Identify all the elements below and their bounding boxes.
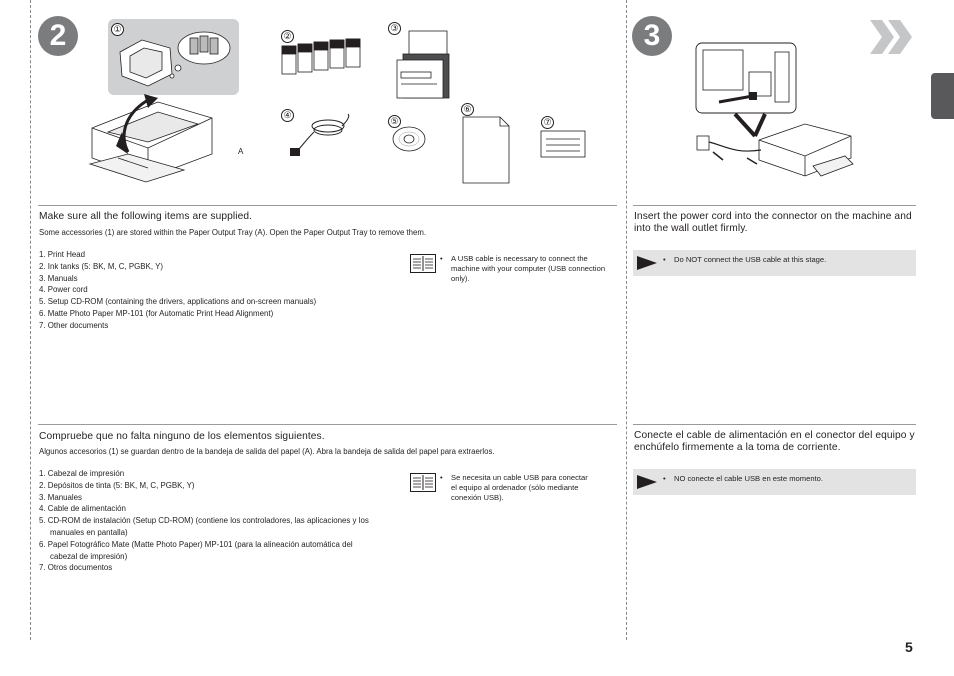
rule-es-left xyxy=(38,424,617,425)
ink-tanks-icon xyxy=(280,38,364,78)
note-book-icon xyxy=(410,473,436,492)
matte-photo-paper-icon xyxy=(462,116,510,184)
power-cord-connection-illustration xyxy=(695,42,855,182)
en-sub-text: Some accessories (1) are stored within the Paper Output Tray (A). Open the Paper Output Tray to remove them. xyxy=(39,228,426,237)
power-cord-icon xyxy=(288,112,354,160)
en-note-text: A USB cable is necessary to connect the machine with your computer (USB connection only). xyxy=(451,254,606,283)
list-item: 1. Print Head xyxy=(39,250,86,259)
callout-6: ⑥ xyxy=(461,103,474,116)
list-item: 6. Papel Fotográfico Mate (Matte Photo Paper) MP-101 (para la alineación automática del cabezal de impresión) xyxy=(39,539,353,561)
center-dashed-guide xyxy=(626,0,627,640)
callout-7: ⑦ xyxy=(541,116,554,129)
en-warning-text: Do NOT connect the USB cable at this stage. xyxy=(674,255,827,264)
callout-a: A xyxy=(238,147,244,156)
es-warning-box xyxy=(633,469,916,495)
manuals-icon xyxy=(393,30,453,100)
step-2-number: 2 xyxy=(38,16,78,56)
en-note-bullet: • xyxy=(440,254,443,263)
es-warning-text: NO conecte el cable USB en este momento. xyxy=(674,474,823,483)
list-item: 7. Other documents xyxy=(39,320,109,330)
section-tab xyxy=(931,73,954,119)
warning-triangle-icon xyxy=(637,475,657,489)
en-power-lead-text: Insert the power cord into the connector on the machine and into the wall outlet firmly. xyxy=(634,211,912,235)
left-dashed-guide xyxy=(30,0,31,640)
en-warning-bullet: • xyxy=(663,255,666,264)
list-item: 3. Manuales xyxy=(39,492,82,502)
note-book-icon xyxy=(410,254,436,273)
list-item: 4. Cable de alimentación xyxy=(39,504,126,514)
setup-cd-rom-icon xyxy=(391,124,427,154)
es-note-text: Se necesita un cable USB para conectar el equipo al ordenador (sólo mediante conexión USB). xyxy=(451,473,588,502)
warning-triangle-icon xyxy=(637,256,657,270)
en-lead-text: Make sure all the following items are supplied. xyxy=(39,211,253,222)
es-lead-text: Compruebe que no falta ninguno de los elementos siguientes. xyxy=(39,431,325,442)
list-item: 1. Cabezal de impresión xyxy=(39,469,125,478)
step-3-number: 3 xyxy=(632,16,672,56)
list-item: 3. Manuals xyxy=(39,273,78,283)
en-item-list xyxy=(39,249,399,332)
callout-1: ① xyxy=(111,23,124,36)
rule-en-left xyxy=(38,205,617,206)
list-item: 5. Setup CD-ROM (containing the drivers, applications and on-screen manuals) xyxy=(39,297,317,307)
callout-2: ② xyxy=(281,30,294,43)
list-item: 2. Depósitos de tinta (5: BK, M, C, PGBK, Y) xyxy=(39,480,195,490)
es-note-bullet: • xyxy=(440,473,443,482)
list-item: 4. Power cord xyxy=(39,285,88,295)
print-head-package-icon xyxy=(112,30,236,92)
es-item-list xyxy=(39,468,369,574)
list-item: 2. Ink tanks (5: BK, M, C, PGBK, Y) xyxy=(39,261,163,271)
callout-3: ③ xyxy=(388,22,401,35)
es-power-lead-text: Conecte el cable de alimentación en el conector del equipo y enchúfelo firmemente a la toma de corriente. xyxy=(634,430,915,454)
list-item: 7. Otros documentos xyxy=(39,563,113,573)
en-warning-box xyxy=(633,250,916,276)
printer-with-tray-illustration xyxy=(88,92,238,187)
es-warning-bullet: • xyxy=(663,474,666,483)
list-item: 6. Matte Photo Paper MP-101 (for Automatic Print Head Alignment) xyxy=(39,308,274,318)
es-sub-text: Algunos accesorios (1) se guardan dentro de la bandeja de salida del papel (A). Abra la bandeja de salida del papel para extraerlos. xyxy=(39,447,495,456)
list-item: 5. CD-ROM de instalación (Setup CD-ROM) (contiene los controladores, las aplicaciones y los manuales en pantalla) xyxy=(39,516,369,537)
next-page-chevrons-icon xyxy=(868,18,916,56)
callout-5: ⑤ xyxy=(388,115,401,128)
rule-en-right xyxy=(633,205,916,206)
other-documents-icon xyxy=(540,130,586,158)
rule-es-right xyxy=(633,424,916,425)
page-number: 5 xyxy=(905,639,913,655)
callout-4: ④ xyxy=(281,109,294,122)
